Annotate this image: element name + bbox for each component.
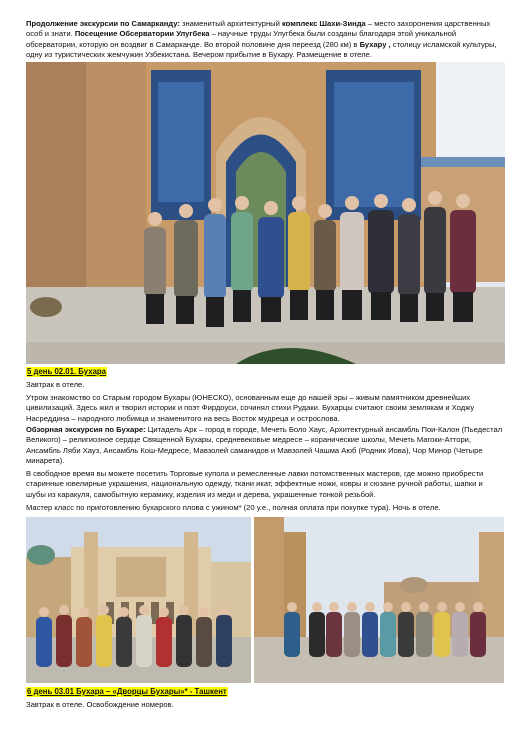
group-photo-palace <box>26 517 251 683</box>
day5-paragraph-1: Утром знакомство со Старым городом Бухары (ЮНЕСКО), основанным еще до нашей эры – живым памятником древнейших цивилизаций. Здесь жил и творил историк и поэт Фирдоуси, сочинял стихи Рудаки. Бухарцы считают своим землякам и Ходжу Насреддина – народного любимца и знаменитого на весь Восток мудреца и острослова. <box>26 393 475 423</box>
day5-paragraph-3: В свободное время вы можете посетить Торговые купола и ремесленные лавки потомственных мастеров, где можно приобрести старинные ювелирные украшения, национальную одежду, ткани икат, эффектные ножи, ковры и сюзане ручной работы, шапки и шубы из каракуля, самобытную керамику, изделия из меди и дерева, украшенные тонкой резьбой. <box>26 469 484 499</box>
group-photo-ark <box>254 517 504 683</box>
day5-paragraph-2: Обзорная экскурсия по Бухаре: Цитадель Арк – город в городе, Мечеть Боло Хаус, Архитектурный ансамбль Пои-Калон (Пьедестал Великого) – религиозное сердце Священной Бухары, средневековые медресе – коранические школы, Мечеть Магоки-Аттори, Ансамбль Ляби Хауз, Ансамбль Кош-Медресе, Мавзолей саманидов и Мавзолей Чашма Аюб (Родник Иова), Чор Минор (Четыре минарета). <box>26 425 503 466</box>
day6-title: 6 день 03.01 Бухара – «Дворцы Бухары»* - Ташкент <box>27 687 227 696</box>
day6-breakfast: Завтрак в отеле. Освобождение номеров. <box>26 700 174 709</box>
day5-breakfast: Завтрак в отеле. <box>26 380 85 389</box>
intro-paragraph: Продолжение экскурсии по Самарканду: знаменитый архитектурный комплекс Шахи-Зинда – место захоронения царственных особ и знати. Посещение Обсерватории Улугбека – научные труды Улугбека были созданы благодаря этой уникальной обсерватории, которую он воздвиг в Самарканде. Во второй половине дня переезд (280 км) в Бухару , столицу исламской культуры, одну из туристических жемчужин Узбекистана. Вечером прибытие в Бухару. Размещение в отеле. <box>26 19 497 60</box>
day5-title: 5 день 02.01. Бухара <box>27 367 107 376</box>
group-photo-shahi-zinda <box>26 62 505 364</box>
day5-paragraph-4: Мастер класс по приготовлению бухарского плова с ужином* (20 у.е., полная оплата при покупке тура). Ночь в отеле. <box>26 503 441 512</box>
